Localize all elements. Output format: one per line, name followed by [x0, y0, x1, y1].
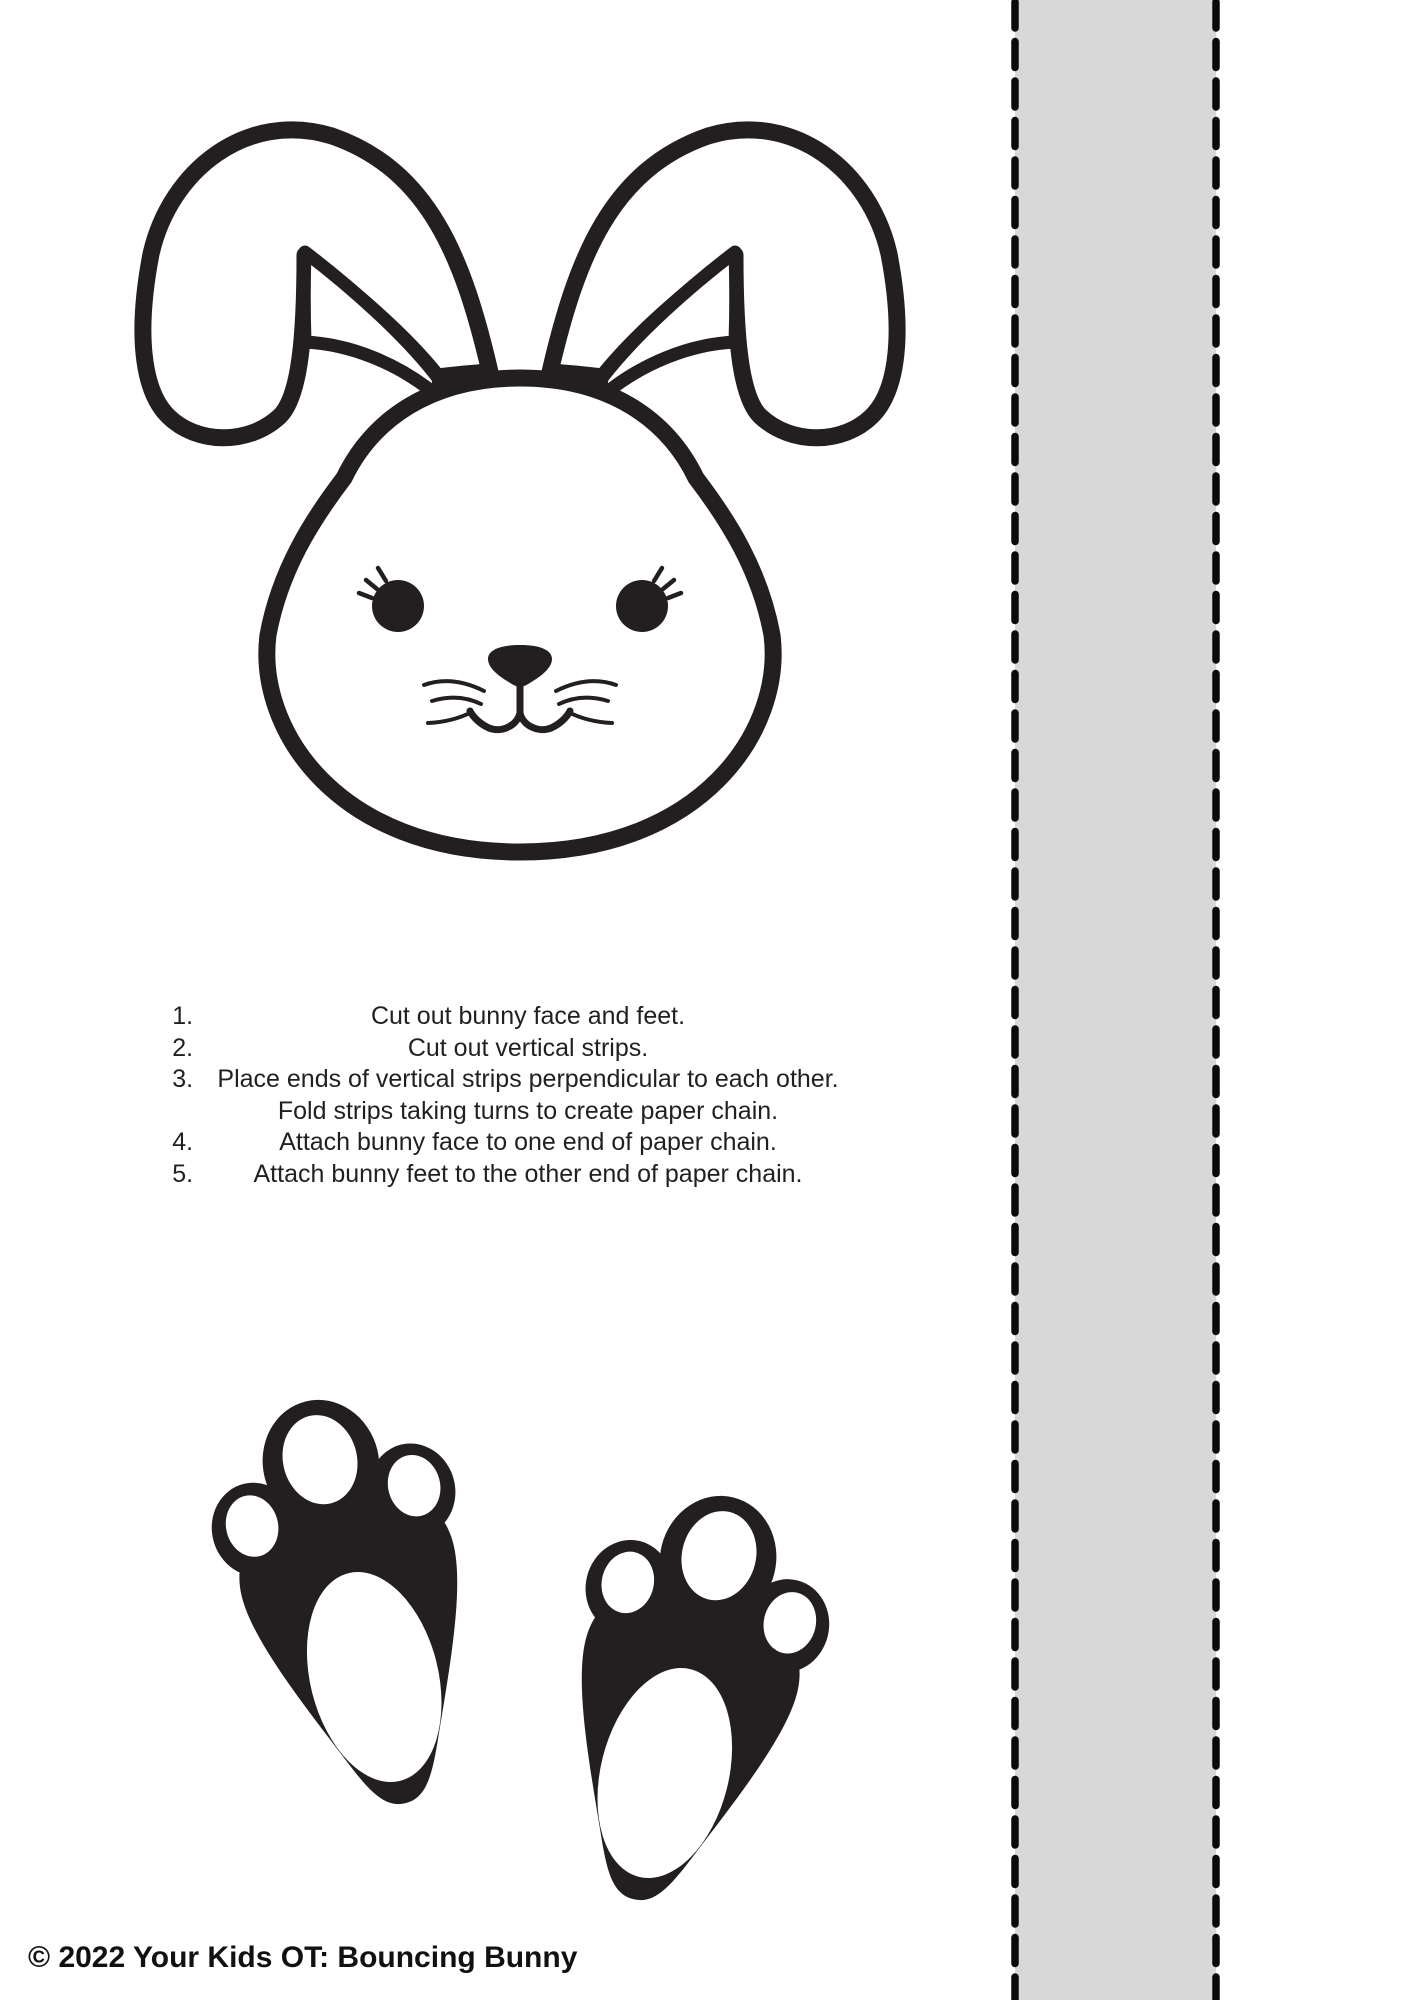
instruction-item: 3. Place ends of vertical strips perpendicular to each other. Fold strips taking turns to create paper chain. [200, 1064, 856, 1127]
bunny-face-graphic [143, 130, 897, 852]
instruction-item: 2. Cut out vertical strips. [200, 1033, 856, 1065]
bunny-feet-graphic [186, 1371, 855, 1929]
bunny-right-eye [616, 580, 668, 632]
instructions-list [158, 1001, 898, 1190]
bunny-left-foot-icon [186, 1371, 527, 1833]
footer-copyright: © 2022 Your Kids OT: Bouncing Bunny [28, 1941, 578, 1974]
instruction-item: 4. Attach bunny face to one end of paper chain. [200, 1127, 856, 1159]
bunny-right-foot-icon [514, 1468, 855, 1930]
instruction-item: 1. Cut out bunny face and feet. [200, 1001, 856, 1033]
bunny-left-eye [372, 580, 424, 632]
cut-strip-fill [1015, 0, 1216, 2000]
instruction-item: 5. Attach bunny feet to the other end of paper chain. [200, 1159, 856, 1191]
cut-strip [1015, 0, 1216, 2000]
bunny-head-outline [267, 378, 773, 852]
